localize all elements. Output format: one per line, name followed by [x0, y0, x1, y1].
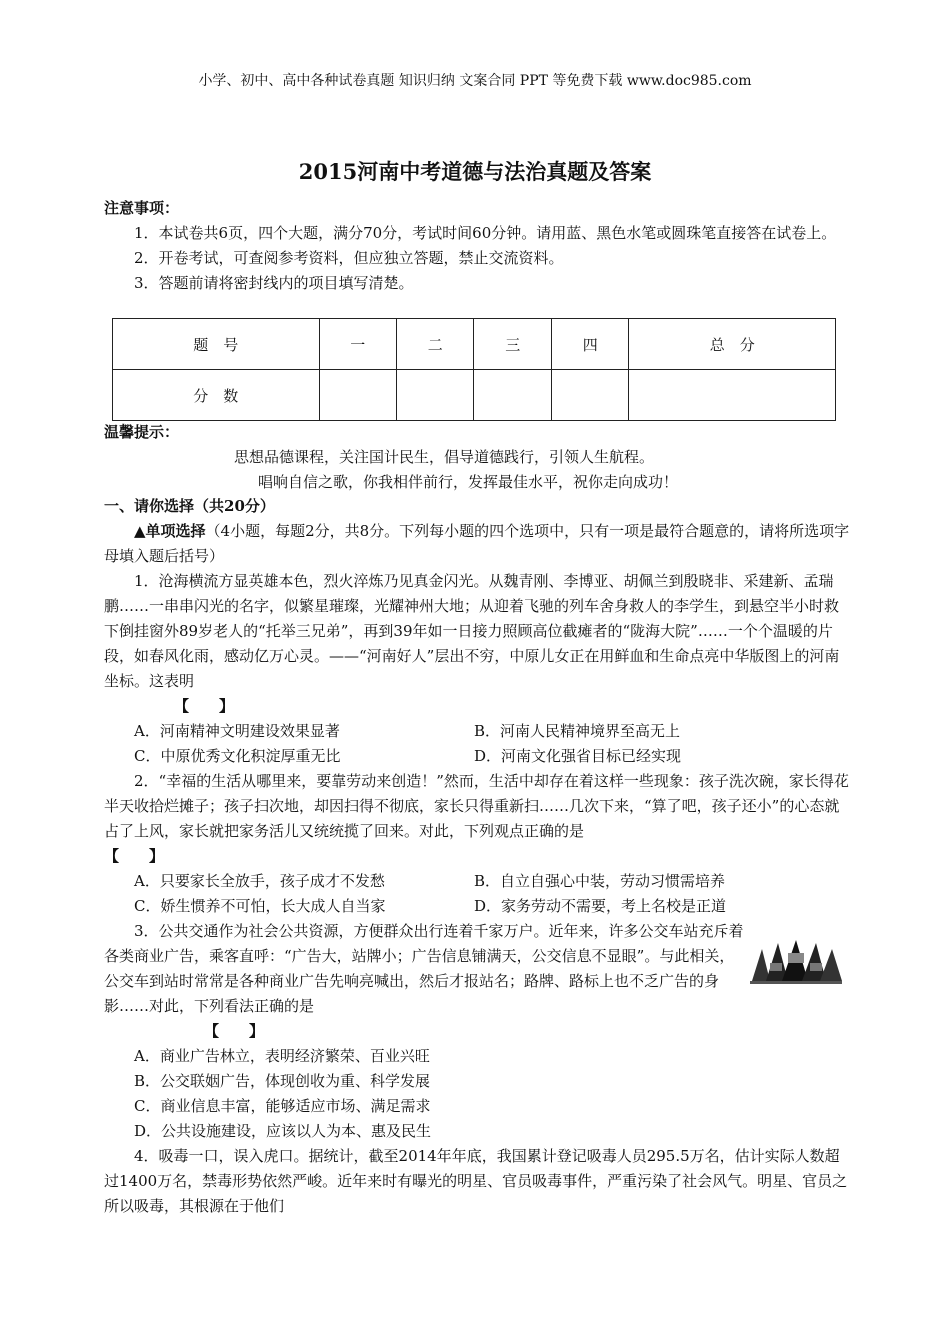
tips-section: [104, 420, 850, 495]
score-input-cell[interactable]: [474, 370, 551, 421]
q4-stem: 4．吸毒一口，误入虎口。据统计，截至2014年年底，我国累计登记吸毒人员295.5万名，估计实际人数超过1400万名，禁毒形势依然严峻。近年来时有曝光的明星、官员吸毒事件，严重污染了社会风气。明星、官员之所以吸毒，其根源在于他们: [104, 1147, 848, 1215]
tips-heading: 温馨提示：: [104, 423, 180, 441]
q1-stem: 1．沧海横流方显英雄本色，烈火淬炼乃见真金闪光。从魏青刚、李博亚、胡佩兰到殷晓非、采建新、孟瑞鹏……一串串闪光的名字，似繁星璀璨，光耀神州大地；从迎着飞驰的列车舍身救人的李学生，到悬空半小时救下倒挂窗外89岁老人的“托举三兄弟”，再到39年如一日接力照顾高位截瘫者的“陇海大院”……一个个温暖的片段，如春风化雨，感动亿万心灵。——“河南好人”层出不穷，中原儿女正在用鲜血和生命点亮中华版图上的河南坐标。这表明: [104, 572, 840, 690]
q1-options-row-2: [104, 744, 850, 769]
score-input-cell[interactable]: [629, 370, 836, 421]
score-cell: 四: [551, 319, 628, 370]
score-input-cell[interactable]: [397, 370, 474, 421]
q2-answer-bracket[interactable]: 【 】: [104, 847, 165, 865]
notice-heading: 注意事项：: [104, 199, 180, 217]
single-choice-intro: [104, 519, 850, 569]
score-table-header-row: [113, 319, 836, 370]
q2-options-row-1: [104, 869, 850, 894]
q2-stem: 2．“幸福的生活从哪里来，要靠劳动来创造！”然而，生活中却存在着这样一些现象：孩子洗次碗，家长得花半天收拾烂摊子；孩子扫次地，却因扫得不彻底，家长只得重新扫……几次下来，“算了吧，孩子还小”的心态就占了上风，家长就把家务活儿又统统揽了回来。对此，下列观点正确的是: [104, 772, 849, 840]
notice-item-1: 1．本试卷共6页，四个大题，满分70分，考试时间60分钟。请用蓝、黑色水笔或圆珠笔直接答在试卷上。: [134, 224, 837, 242]
score-cell: 总 分: [629, 319, 836, 370]
score-cell: 一: [319, 319, 396, 370]
q2-option-d: D．家务劳动不需要，考上名校是正道: [474, 897, 727, 915]
score-table-score-row: [113, 370, 836, 421]
q1-option-b: B．河南人民精神境界至高无上: [474, 722, 681, 740]
page-title: 2015河南中考道德与法治真题及答案: [298, 159, 652, 184]
score-cell: 三: [474, 319, 551, 370]
score-input-cell[interactable]: [319, 370, 396, 421]
q3-option-d: D．公共设施建设，应该以人为本、惠及民生: [134, 1122, 432, 1140]
q1-answer-bracket[interactable]: 【 】: [174, 697, 235, 715]
notice-item-2: 2．开卷考试，可查阅参考资料，但应独立答题，禁止交流资料。: [134, 249, 564, 267]
bus-stop-ad-image: [748, 937, 844, 987]
q2-options-row-2: [104, 894, 850, 919]
score-input-cell[interactable]: [551, 370, 628, 421]
q1-option-c: C．中原优秀文化积淀厚重无比: [134, 747, 341, 765]
page-header: 小学、初中、高中各种试卷真题 知识归纳 文案合同 PPT 等免费下载 www.doc985.com: [198, 73, 752, 89]
q1-option-d: D．河南文化强省目标已经实现: [474, 747, 682, 765]
tips-line-1: 思想品德课程，关注国计民生，倡导道德践行，引领人生航程。: [234, 448, 655, 466]
score-cell: 题 号: [113, 319, 320, 370]
score-label-cell: 分 数: [113, 370, 320, 421]
score-table: [112, 318, 836, 421]
q1-option-a: A．河南精神文明建设效果显著: [134, 722, 340, 740]
tips-line-2: 唱响自信之歌，你我相伴前行，发挥最佳水平，祝你走向成功！: [258, 473, 679, 491]
q2-option-b: B．自立自强心中装，劳动习惯需培养: [474, 872, 726, 890]
single-choice-desc: （4小题，每题2分，共8分。下列每小题的四个选项中，只有一项是最符合题意的，请将所选项字母填入题后括号）: [104, 522, 850, 565]
q3-stem: 3．公共交通作为社会公共资源，方便群众出行连着千家万户。近年来，许多公交车站充斥着各类商业广告，乘客直呼：“广告大，站牌小；广告信息铺满天，公交信息不显眼”。与此相关，公交车到站时常常是各种商业广告先响亮喊出，然后才报站名；路牌、路标上也不乏广告的身影……对此，下列看法正确的是: [104, 922, 744, 1015]
q2-option-a: A．只要家长全放手，孩子成才不发愁: [134, 872, 385, 890]
q3-option-a: A．商业广告林立，表明经济繁荣、百业兴旺: [134, 1047, 430, 1065]
q3-option-c: C．商业信息丰富，能够适应市场、满足需求: [134, 1097, 431, 1115]
single-choice-label: ▲单项选择: [134, 522, 206, 540]
q2-option-c: C．娇生惯养不可怕，长大成人自当家: [134, 897, 386, 915]
notice-item-3: 3．答题前请将密封线内的项目填写清楚。: [134, 274, 414, 292]
q3-answer-bracket[interactable]: 【 】: [204, 1022, 265, 1040]
section-heading: 一、请你选择（共20分）: [104, 497, 275, 515]
notice-section: [104, 196, 850, 296]
section-one: [104, 494, 850, 1219]
q1-options-row-1: [104, 719, 850, 744]
score-cell: 二: [397, 319, 474, 370]
q3-option-b: B．公交联姻广告，体现创收为重、科学发展: [134, 1072, 431, 1090]
